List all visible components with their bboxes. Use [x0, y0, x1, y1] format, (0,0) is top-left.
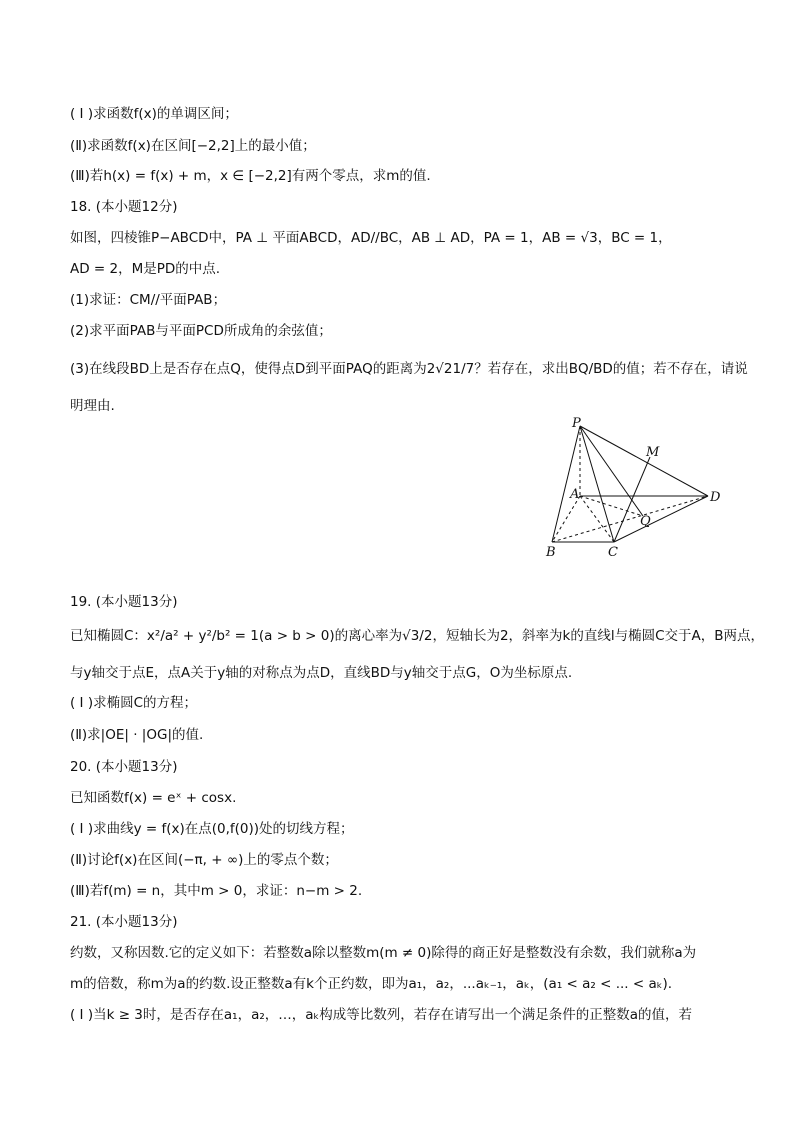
q19-stem-1: 已知椭圆C：x²/a² + y²/b² = 1(a > b > 0)的离心率为√3/2，短轴长为2，斜率为k的直线l与椭圆C交于A，B两点，: [70, 628, 765, 644]
q20-stem: 已知函数f(x) = eˣ + cosx.: [70, 790, 237, 806]
q18-part3-b: 明理由.: [70, 398, 115, 414]
label-p: P: [572, 416, 581, 431]
q19-header: 19. (本小题13分): [70, 594, 178, 610]
q20-header: 20. (本小题13分): [70, 759, 178, 775]
q18-part2: (2)求平面PAB与平面PCD所成角的余弦值；: [70, 323, 332, 339]
q20-part1: ( Ⅰ )求曲线y = f(x)在点(0,f(0))处的切线方程；: [70, 821, 354, 837]
q21-part1: ( Ⅰ )当k ≥ 3时，是否存在a₁，a₂，…，aₖ构成等比数列，若存在请写出一个满足条件的正整数a的值，若: [70, 1007, 693, 1023]
q18-stem-2: AD = 2，M是PD的中点.: [70, 261, 221, 277]
q18-part1: (1)求证：CM//平面PAB；: [70, 292, 227, 308]
q19-part2: (Ⅱ)求|OE| · |OG|的值.: [70, 727, 204, 743]
label-m: M: [646, 445, 660, 460]
label-q: Q: [640, 514, 651, 529]
q20-part3: (Ⅲ)若f(m) = n，其中m > 0，求证：n−m > 2.: [70, 883, 363, 899]
q18-header: 18. (本小题12分): [70, 199, 178, 215]
q18-part3-a: (3)在线段BD上是否存在点Q，使得点D到平面PAQ的距离为2√21/7？若存在，求出BQ/BD的值；若不存在，请说: [70, 361, 748, 377]
q21-header: 21. (本小题13分): [70, 914, 178, 930]
q20-part2: (Ⅱ)讨论f(x)在区间(−π, + ∞)上的零点个数；: [70, 852, 338, 868]
pyramid-figure: [540, 412, 730, 562]
q17-part1: ( Ⅰ )求函数f(x)的单调区间；: [70, 106, 238, 122]
q19-part1: ( Ⅰ )求椭圆C的方程；: [70, 695, 198, 711]
q17-part3: (Ⅲ)若h(x) = f(x) + m，x ∈ [−2,2]有两个零点，求m的值.: [70, 168, 431, 184]
label-c: C: [608, 545, 618, 560]
q19-stem-2: 与y轴交于点E，点A关于y轴的对称点为点D，直线BD与y轴交于点G，O为坐标原点.: [70, 665, 573, 681]
q17-part2: (Ⅱ)求函数f(x)在区间[−2,2]上的最小值；: [70, 138, 316, 154]
q18-stem-1: 如图，四棱锥P−ABCD中，PA ⊥ 平面ABCD，AD//BC，AB ⊥ AD，PA = 1，AB = √3，BC = 1，: [70, 230, 672, 246]
q21-stem-1: 约数，又称因数.它的定义如下：若整数a除以整数m(m ≠ 0)除得的商正好是整数没有余数，我们就称a为: [70, 945, 697, 961]
label-b: B: [546, 545, 556, 560]
label-a: A: [570, 487, 580, 502]
label-d: D: [710, 490, 721, 505]
q21-stem-2: m的倍数，称m为a的约数.设正整数a有k个正约数，即为a₁，a₂，...aₖ₋₁，aₖ，(a₁ < a₂ < ... < aₖ).: [70, 976, 673, 992]
